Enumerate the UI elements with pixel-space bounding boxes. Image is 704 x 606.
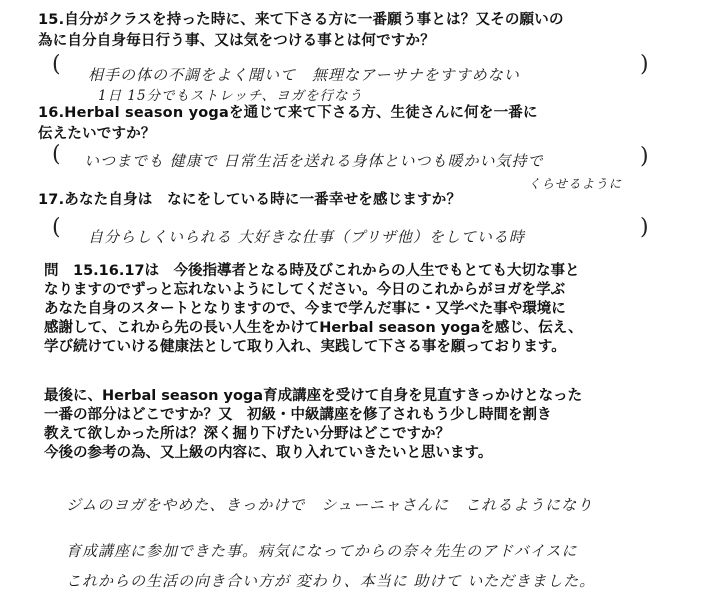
answer-17-open-paren: ( bbox=[52, 215, 61, 240]
answer-16-close-paren: ) bbox=[640, 144, 649, 169]
instruction-line: 学び続けていける健康法として取り入れ、実践して下さる事を願っております。 bbox=[44, 339, 566, 355]
answer-16-line1: いつまでも 健康で 日常生活を送れる身体といつも暖かい気持で bbox=[84, 152, 544, 170]
final-question-line: 教えて欲しかった所は？深く掘り下げたい分野はどこですか？ bbox=[44, 426, 450, 442]
instruction-line: なりますのでずっと忘れないようにしてください。今日のこれからがヨガを学ぶ bbox=[44, 282, 566, 298]
answer-17-line1: 自分らしくいられる 大好きな仕事（プリザ他）をしている時 bbox=[88, 228, 525, 246]
final-answer-line1: ジムのヨガをやめた、きっかけで シューニャさんに これるようになり bbox=[66, 496, 594, 514]
answer-15-open-paren: ( bbox=[52, 52, 61, 77]
final-answer-line3: これからの生活の向き合い方が 変わり、本当に 助けて いただきました。 bbox=[66, 572, 596, 590]
answer-17-close-paren: ) bbox=[640, 215, 649, 240]
answer-15-line1: 相手の体の不調をよく聞いて 無理なアーサナをすすめない bbox=[88, 66, 520, 84]
final-answer-line2: 育成講座に参加できた事。病気になってからの奈々先生のアドバイスに bbox=[66, 542, 578, 560]
question-16-line2: 伝えたいですか？ bbox=[38, 126, 156, 142]
answer-15-line2: 1日 15分でもストレッチ、ヨガを行なう bbox=[98, 88, 363, 104]
answer-15-close-paren: ) bbox=[640, 52, 649, 77]
instruction-line: 感謝して、これから先の長い人生をかけてHerbal season yogaを感じ、伝え、 bbox=[44, 320, 583, 336]
answer-16-open-paren: ( bbox=[52, 142, 61, 167]
instruction-line: あなた自身のスタートとなりますので、今まで学んだ事に・又学べた事や環境に bbox=[44, 301, 566, 317]
final-question bbox=[44, 387, 582, 463]
instruction-line: 問 15.16.17は 今後指導者となる時及びこれからの人生でもとても大切な事と bbox=[44, 263, 580, 279]
question-15-line1: 15.自分がクラスを持った時に、来て下さる方に一番願う事とは？又その願いの bbox=[38, 12, 564, 28]
answer-16-line2: くらせるように bbox=[528, 176, 623, 191]
question-15-line2: 為に自分自身毎日行う事、又は気をつける事とは何ですか？ bbox=[38, 33, 435, 49]
final-question-line: 一番の部分はどこですか？又 初級・中級講座を修了されもう少し時間を割き bbox=[44, 407, 552, 423]
question-17: 17.あなた自身は なにをしている時に一番幸せを感じますか？ bbox=[38, 192, 462, 208]
final-question-line: 最後に、Herbal season yoga育成講座を受けて自身を見直すきっかけとなった bbox=[44, 388, 583, 404]
question-16-line1: 16.Herbal season yogaを通じて来て下さる方、生徒さんに何を一番に bbox=[38, 105, 538, 121]
instruction-paragraph bbox=[44, 262, 583, 357]
final-question-line: 今後の参考の為、又上級の内容に、取り入れていきたいと思います。 bbox=[44, 445, 493, 461]
